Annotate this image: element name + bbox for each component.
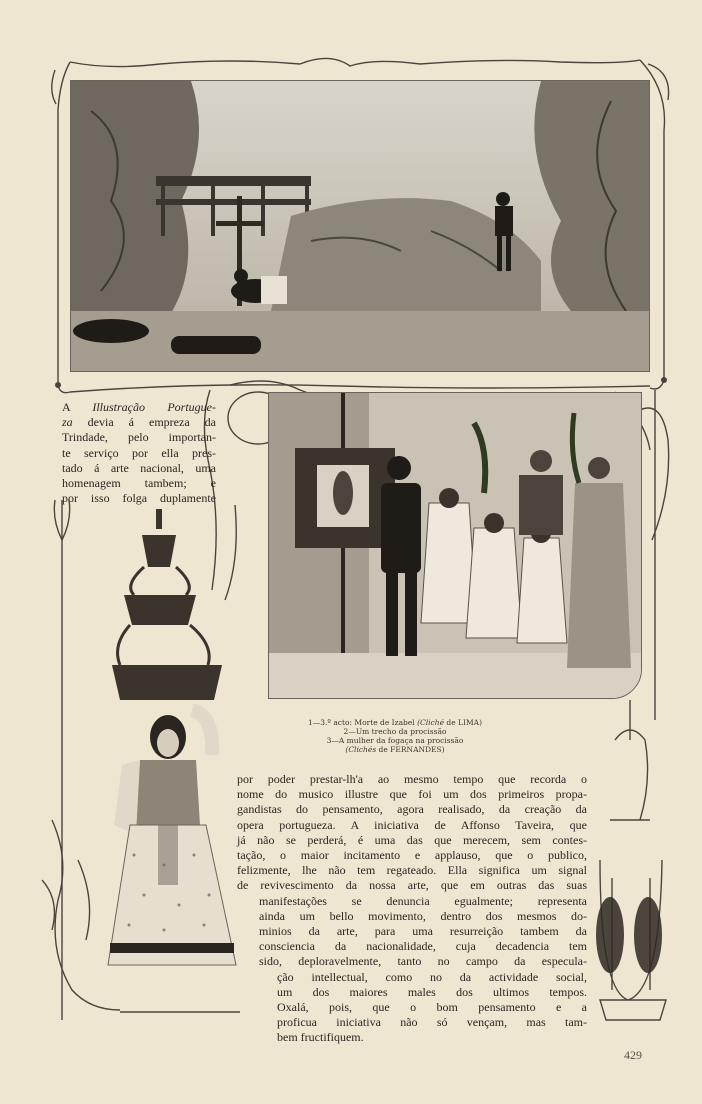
intro-line: A Illustração Portugue- [62,400,216,414]
body-line: de revivescimento da nossa arte, que em outras das suas [237,878,587,893]
body-paragraph [237,772,587,1046]
body-line: um dos maiores males dos ultimos tempos. [277,984,587,999]
body-line: nome do musico illustre que foi um dos primeiros propa- [237,787,587,802]
body-line: sido, deploravelmente, tanto no campo da especula- [259,954,587,969]
body-line: minios da arte, para uma resurreição tambem da [259,924,587,939]
caption-line-1: 1—3.º acto: Morte de Izabel (Cliché de LIMA) [307,718,483,727]
body-line: ainda um bello movimento, dentro dos mesmos do- [259,908,587,923]
body-line: Oxalá, pois, que o bom pensamento e a [277,1000,587,1015]
intro-line: Trindade, pelo importan- [62,430,216,445]
intro-paragraph [62,400,216,506]
photo-procession-group [268,392,642,699]
body-line: opera portugueza. A iniciativa de Affonso Taveira, que [237,817,587,832]
intro-line: za devia á empreza da [62,415,216,430]
body-line: bem fructifiquem. [277,1030,364,1045]
photo-act-3-scene [70,80,650,372]
body-line: consciencia da nacionalidade, cuja decadencia tem [259,939,587,954]
caption-line-2: 2—Um trecho da procissão [343,727,447,736]
body-line: já não se perderá, é uma das que merecem, sem contes- [237,832,587,847]
photo-captions [270,718,520,754]
body-line: proficua iniciativa não só vençam, mas tam- [277,1015,587,1030]
photo-woman-fogaca [104,505,244,985]
body-line: tação, o maior incitamento e applauso, que o publico, [237,848,587,863]
intro-line: te serviço por ella pres- [62,445,216,460]
caption-line-3: 3—A mulher da fogaça na procissão [326,736,464,745]
intro-line: homenagem tambem; e [62,476,216,491]
body-line: gandistas do pensamento, agora realisado, da creação da [237,802,587,817]
page-number: 429 [624,1048,642,1062]
body-line: felizmente, lhe não tem regateado. Ella significa um signal [237,863,587,878]
intro-line: tado á arte nacional, uma [62,460,216,475]
intro-line: por isso folga duplamente [62,491,216,506]
body-line: manifestações se denuncia egualmente; representa [259,893,587,908]
body-line: ção intellectual, como no da actividade social, [277,969,587,984]
body-line: por poder prestar-lh'a ao mesmo tempo que recorda o [237,772,587,786]
caption-line-4: (Clichés de FERNANDES) [345,745,445,754]
